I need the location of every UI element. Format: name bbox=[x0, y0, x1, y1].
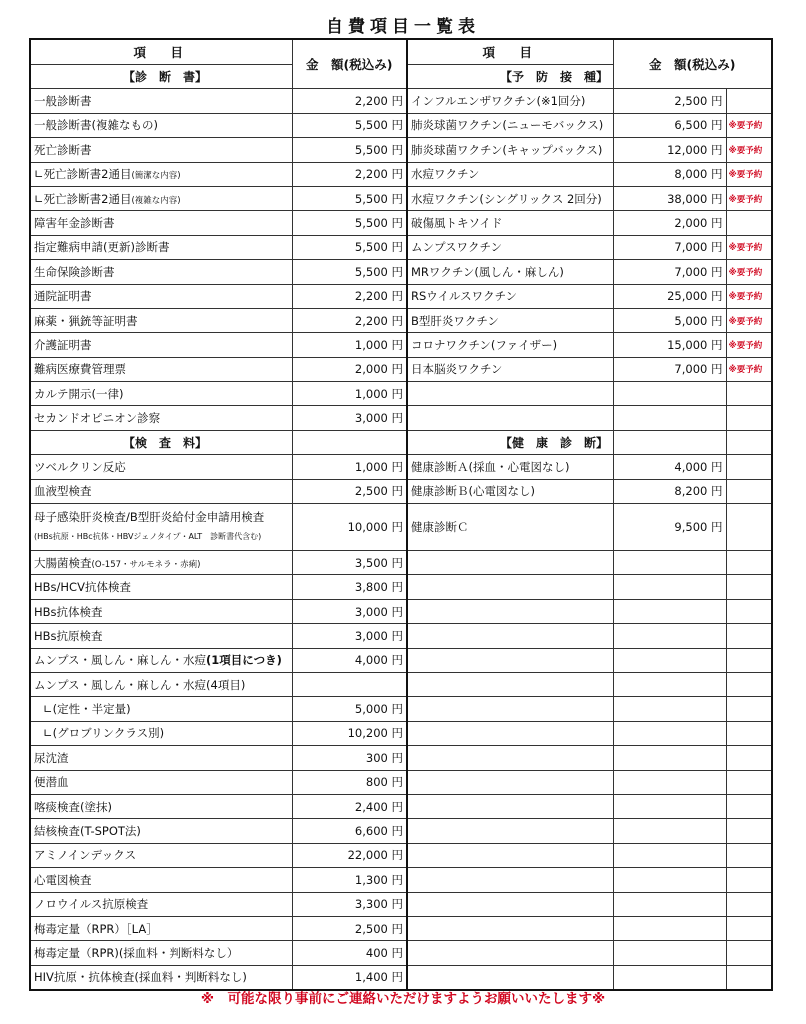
table-row bbox=[30, 916, 772, 940]
table-row bbox=[30, 235, 772, 259]
left_rows-item-label: 死亡診断書 bbox=[34, 142, 92, 157]
checkup_rows-item bbox=[407, 916, 613, 940]
section-checkup: 【健 康 診 断】 bbox=[407, 430, 613, 454]
tests_rows-amount: 2,500 円 bbox=[292, 916, 407, 940]
checkup_rows-amount bbox=[613, 916, 726, 940]
tests_rows-amount: 5,000 円 bbox=[292, 697, 407, 721]
left_rows-item-label: 指定難病申請(更新)診断書 bbox=[34, 240, 170, 255]
table-row bbox=[30, 770, 772, 794]
tests_rows-item-label: 喀痰検査(塗抹) bbox=[34, 799, 112, 814]
checkup_rows-amount bbox=[613, 868, 726, 892]
header-amount-left: 金 額(税込み) bbox=[292, 39, 407, 89]
tests_rows-item bbox=[30, 648, 292, 672]
left_rows-item-label: ∟死亡診断書2通目 bbox=[34, 167, 132, 182]
checkup_rows-amount: 9,500 円 bbox=[613, 504, 726, 551]
checkup_rows-amount bbox=[613, 941, 726, 965]
tests_rows-amount: 800 円 bbox=[292, 770, 407, 794]
checkup_rows-amount bbox=[613, 672, 726, 696]
header-amount-right: 金 額(税込み) bbox=[613, 39, 772, 89]
left_rows-item bbox=[30, 333, 292, 357]
table-row bbox=[30, 648, 772, 672]
tests_rows-amount: 400 円 bbox=[292, 941, 407, 965]
right_rows-note bbox=[726, 211, 772, 235]
table-row bbox=[30, 89, 772, 113]
section-spacer bbox=[613, 430, 726, 454]
table-row bbox=[30, 746, 772, 770]
right_rows-note: ※要予約 bbox=[726, 260, 772, 284]
checkup_rows-item bbox=[407, 721, 613, 745]
table-row bbox=[30, 697, 772, 721]
tests_rows-item bbox=[30, 770, 292, 794]
tests_rows-item bbox=[30, 455, 292, 479]
checkup_rows-note bbox=[726, 868, 772, 892]
table-row bbox=[30, 138, 772, 162]
left_rows-item-label: カルテ開示(一律) bbox=[34, 386, 124, 401]
right_rows-note: ※要予約 bbox=[726, 138, 772, 162]
table-row bbox=[30, 382, 772, 406]
checkup_rows-item bbox=[407, 892, 613, 916]
tests_rows-amount: 1,400 円 bbox=[292, 965, 407, 990]
left_rows-amount: 1,000 円 bbox=[292, 382, 407, 406]
left_rows-item bbox=[30, 211, 292, 235]
tests_rows-item bbox=[30, 672, 292, 696]
right_rows-amount bbox=[613, 382, 726, 406]
right_rows-item: 肺炎球菌ワクチン(キャップバックス) bbox=[407, 138, 613, 162]
table-row bbox=[30, 868, 772, 892]
tests_rows-amount: 10,000 円 bbox=[292, 504, 407, 551]
table-row bbox=[30, 479, 772, 503]
checkup_rows-note bbox=[726, 721, 772, 745]
right_rows-amount: 15,000 円 bbox=[613, 333, 726, 357]
table-row bbox=[30, 672, 772, 696]
section-tests: 【検 査 料】 bbox=[30, 430, 292, 454]
left_rows-item bbox=[30, 284, 292, 308]
right_rows-amount: 8,000 円 bbox=[613, 162, 726, 186]
checkup_rows-amount: 8,200 円 bbox=[613, 479, 726, 503]
left_rows-item bbox=[30, 357, 292, 381]
right_rows-note: ※要予約 bbox=[726, 308, 772, 332]
checkup_rows-note bbox=[726, 575, 772, 599]
table-row bbox=[30, 794, 772, 818]
checkup_rows-note bbox=[726, 916, 772, 940]
left_rows-item bbox=[30, 235, 292, 259]
section-spacer bbox=[292, 430, 407, 454]
left_rows-amount: 2,200 円 bbox=[292, 89, 407, 113]
tests_rows-amount: 3,000 円 bbox=[292, 624, 407, 648]
table-row bbox=[30, 186, 772, 210]
left_rows-item-label: 障害年金診断書 bbox=[34, 216, 115, 231]
checkup_rows-amount bbox=[613, 624, 726, 648]
right_rows-item: RSウイルスワクチン bbox=[407, 284, 613, 308]
checkup_rows-note bbox=[726, 941, 772, 965]
table-row bbox=[30, 575, 772, 599]
left_rows-item bbox=[30, 113, 292, 137]
right_rows-item: インフルエンザワクチン(※1回分) bbox=[407, 89, 613, 113]
right_rows-item: 日本脳炎ワクチン bbox=[407, 357, 613, 381]
right_rows-item: 破傷風トキソイド bbox=[407, 211, 613, 235]
left_rows-amount: 5,500 円 bbox=[292, 260, 407, 284]
checkup_rows-item bbox=[407, 843, 613, 867]
table-row bbox=[30, 455, 772, 479]
checkup_rows-amount bbox=[613, 551, 726, 575]
table-row bbox=[30, 504, 772, 551]
tests_rows-item bbox=[30, 746, 292, 770]
checkup_rows-item bbox=[407, 868, 613, 892]
left_rows-item-label: 一般診断書(複雑なもの) bbox=[34, 118, 158, 133]
tests_rows-amount bbox=[292, 672, 407, 696]
tests_rows-item-label: 便潜血 bbox=[34, 775, 69, 790]
tests_rows-item-label: 梅毒定量（RPR）［LA］ bbox=[34, 921, 158, 936]
table-row bbox=[30, 599, 772, 623]
tests_rows-item bbox=[30, 819, 292, 843]
left_rows-item-label: 難病医療費管理票 bbox=[34, 362, 126, 377]
left_rows-item-label: セカンドオピニオン診察 bbox=[34, 411, 161, 426]
checkup_rows-item bbox=[407, 599, 613, 623]
tests_rows-item-label: アミノインデックス bbox=[34, 848, 137, 863]
checkup_rows-item bbox=[407, 770, 613, 794]
tests_rows-amount: 1,300 円 bbox=[292, 868, 407, 892]
left_rows-amount: 2,200 円 bbox=[292, 308, 407, 332]
right_rows-item: ムンプスワクチン bbox=[407, 235, 613, 259]
tests_rows-item-label: 血液型検査 bbox=[34, 484, 92, 499]
checkup_rows-note bbox=[726, 746, 772, 770]
left_rows-amount: 5,500 円 bbox=[292, 186, 407, 210]
checkup_rows-item bbox=[407, 819, 613, 843]
right_rows-item: 水痘ワクチン(シングリックス 2回分) bbox=[407, 186, 613, 210]
left_rows-amount: 1,000 円 bbox=[292, 333, 407, 357]
checkup_rows-note bbox=[726, 794, 772, 818]
tests_rows-item-label: 尿沈渣 bbox=[34, 750, 69, 765]
checkup_rows-amount bbox=[613, 575, 726, 599]
left_rows-item bbox=[30, 186, 292, 210]
checkup_rows-amount bbox=[613, 648, 726, 672]
left_rows-item-label: 麻薬・猟銃等証明書 bbox=[34, 313, 138, 328]
right_rows-amount: 7,000 円 bbox=[613, 260, 726, 284]
tests_rows-item-label: ツベルクリン反応 bbox=[34, 459, 126, 474]
checkup_rows-note bbox=[726, 551, 772, 575]
tests_rows-amount: 22,000 円 bbox=[292, 843, 407, 867]
tests_rows-item bbox=[30, 575, 292, 599]
section-vaccination: 【予 防 接 種】 bbox=[407, 65, 613, 89]
checkup_rows-note bbox=[726, 624, 772, 648]
header-item-left: 項 目 bbox=[30, 39, 292, 65]
tests_rows-item bbox=[30, 941, 292, 965]
checkup_rows-item: 健康診断Ａ(採血・心電図なし) bbox=[407, 455, 613, 479]
checkup_rows-amount bbox=[613, 819, 726, 843]
tests_rows-amount: 10,200 円 bbox=[292, 721, 407, 745]
tests_rows-item bbox=[30, 479, 292, 503]
right_rows-item: 肺炎球菌ワクチン(ニューモバックス) bbox=[407, 113, 613, 137]
left_rows-amount: 2,200 円 bbox=[292, 162, 407, 186]
right_rows-amount: 2,500 円 bbox=[613, 89, 726, 113]
tests_rows-amount: 3,500 円 bbox=[292, 551, 407, 575]
checkup_rows-amount bbox=[613, 599, 726, 623]
left_rows-item-label: ∟死亡診断書2通目 bbox=[34, 191, 132, 206]
left_rows-amount: 5,500 円 bbox=[292, 138, 407, 162]
checkup_rows-note bbox=[726, 892, 772, 916]
checkup_rows-note bbox=[726, 455, 772, 479]
table-row bbox=[30, 721, 772, 745]
checkup_rows-amount bbox=[613, 794, 726, 818]
checkup_rows-note bbox=[726, 819, 772, 843]
left_rows-item bbox=[30, 260, 292, 284]
left_rows-item bbox=[30, 406, 292, 430]
left_rows-item-label: 介護証明書 bbox=[34, 337, 92, 352]
tests_rows-item bbox=[30, 794, 292, 818]
tests_rows-item-label: ∟(定性・半定量) bbox=[43, 702, 131, 717]
left_rows-item-note: (複雑な内容) bbox=[131, 195, 181, 206]
tests_rows-item-bold: (1項目につき) bbox=[206, 653, 282, 668]
tests_rows-item-label: ムンプス・風しん・麻しん・水痘 bbox=[34, 653, 207, 668]
right_rows-note: ※要予約 bbox=[726, 186, 772, 210]
right_rows-amount bbox=[613, 406, 726, 430]
checkup_rows-note bbox=[726, 843, 772, 867]
left_rows-item bbox=[30, 89, 292, 113]
right_rows-note bbox=[726, 406, 772, 430]
left_rows-amount: 5,500 円 bbox=[292, 113, 407, 137]
checkup_rows-note bbox=[726, 648, 772, 672]
right_rows-note: ※要予約 bbox=[726, 113, 772, 137]
left_rows-item-note: (簡潔な内容) bbox=[131, 171, 181, 182]
right_rows-item bbox=[407, 406, 613, 430]
table-row bbox=[30, 819, 772, 843]
table-row bbox=[30, 624, 772, 648]
table-row bbox=[30, 284, 772, 308]
tests_rows-item-label: HBs抗体検査 bbox=[34, 604, 103, 619]
right_rows-item bbox=[407, 382, 613, 406]
tests_rows-amount: 1,000 円 bbox=[292, 455, 407, 479]
checkup_rows-item bbox=[407, 551, 613, 575]
header-row bbox=[30, 39, 772, 65]
left_rows-amount: 2,200 円 bbox=[292, 284, 407, 308]
left_rows-item bbox=[30, 162, 292, 186]
table-row bbox=[30, 892, 772, 916]
table-row bbox=[30, 941, 772, 965]
tests_rows-item bbox=[30, 843, 292, 867]
checkup_rows-amount bbox=[613, 746, 726, 770]
right_rows-amount: 2,000 円 bbox=[613, 211, 726, 235]
right_rows-note: ※要予約 bbox=[726, 357, 772, 381]
tests_rows-item bbox=[30, 624, 292, 648]
right_rows-item: MRワクチン(風しん・麻しん) bbox=[407, 260, 613, 284]
checkup_rows-item bbox=[407, 648, 613, 672]
page-title: 自費項目一覧表 bbox=[326, 17, 480, 37]
tests_rows-amount: 2,500 円 bbox=[292, 479, 407, 503]
section-spacer bbox=[726, 430, 772, 454]
tests_rows-amount: 2,400 円 bbox=[292, 794, 407, 818]
right_rows-note: ※要予約 bbox=[726, 333, 772, 357]
tests_rows-item-line2: (HBs抗原・HBc抗体・HBVジェノタイプ・ALT 診断書代含む) bbox=[34, 532, 262, 542]
checkup_rows-note bbox=[726, 504, 772, 551]
right_rows-amount: 7,000 円 bbox=[613, 357, 726, 381]
checkup_rows-item: 健康診断Ｂ(心電図なし) bbox=[407, 479, 613, 503]
tests_rows-amount: 4,000 円 bbox=[292, 648, 407, 672]
right_rows-item: B型肝炎ワクチン bbox=[407, 308, 613, 332]
right_rows-item: コロナワクチン(ファイザー) bbox=[407, 333, 613, 357]
tests_rows-item bbox=[30, 504, 292, 551]
right_rows-note bbox=[726, 382, 772, 406]
tests_rows-item-label: 心電図検査 bbox=[34, 872, 92, 887]
checkup_rows-item bbox=[407, 624, 613, 648]
header-item-right: 項 目 bbox=[407, 39, 613, 65]
tests_rows-item-label: HBs抗原検査 bbox=[34, 628, 103, 643]
table-row bbox=[30, 260, 772, 284]
right_rows-note: ※要予約 bbox=[726, 284, 772, 308]
checkup_rows-item bbox=[407, 746, 613, 770]
left_rows-item bbox=[30, 138, 292, 162]
tests_rows-item-label: ∟(グロブリンクラス別) bbox=[43, 726, 165, 741]
tests_rows-item bbox=[30, 599, 292, 623]
tests_rows-item-label: ノロウイルス抗原検査 bbox=[34, 897, 149, 912]
checkup_rows-item bbox=[407, 697, 613, 721]
table-row bbox=[30, 113, 772, 137]
checkup_rows-item bbox=[407, 672, 613, 696]
right_rows-note bbox=[726, 89, 772, 113]
right_rows-amount: 25,000 円 bbox=[613, 284, 726, 308]
right_rows-amount: 7,000 円 bbox=[613, 235, 726, 259]
tests_rows-item bbox=[30, 916, 292, 940]
tests_rows-item-note: (O-157・サルモネラ・赤痢) bbox=[91, 559, 201, 570]
tests_rows-amount: 3,800 円 bbox=[292, 575, 407, 599]
tests_rows-amount: 300 円 bbox=[292, 746, 407, 770]
left_rows-amount: 5,500 円 bbox=[292, 235, 407, 259]
right_rows-amount: 12,000 円 bbox=[613, 138, 726, 162]
footer-note: ※ 可能な限り事前にご連絡いただけますようお願いいたします※ bbox=[200, 991, 606, 1007]
tests_rows-item-label: 母子感染肝炎検査/B型肝炎給付金申請用検査 bbox=[34, 510, 265, 525]
table-row bbox=[30, 333, 772, 357]
table-row bbox=[30, 551, 772, 575]
left_rows-item bbox=[30, 382, 292, 406]
table-row bbox=[30, 406, 772, 430]
checkup_rows-item bbox=[407, 941, 613, 965]
tests_rows-item-label: HIV抗原・抗体検査(採血料・判断料なし) bbox=[34, 970, 247, 985]
table-row bbox=[30, 308, 772, 332]
checkup_rows-note bbox=[726, 599, 772, 623]
checkup_rows-item bbox=[407, 794, 613, 818]
fee-table bbox=[29, 38, 773, 991]
checkup_rows-note bbox=[726, 697, 772, 721]
table-row bbox=[30, 162, 772, 186]
checkup_rows-amount: 4,000 円 bbox=[613, 455, 726, 479]
checkup_rows-note bbox=[726, 770, 772, 794]
checkup_rows-amount bbox=[613, 697, 726, 721]
checkup_rows-note bbox=[726, 672, 772, 696]
tests_rows-item bbox=[30, 551, 292, 575]
checkup_rows-item bbox=[407, 575, 613, 599]
right_rows-note: ※要予約 bbox=[726, 162, 772, 186]
tests_rows-amount: 3,300 円 bbox=[292, 892, 407, 916]
section-diagnosis: 【診 断 書】 bbox=[30, 65, 292, 89]
checkup_rows-amount bbox=[613, 892, 726, 916]
tests_rows-item bbox=[30, 697, 292, 721]
checkup_rows-item: 健康診断Ｃ bbox=[407, 504, 613, 551]
left_rows-item-label: 一般診断書 bbox=[34, 94, 92, 109]
table-row bbox=[30, 211, 772, 235]
checkup_rows-note bbox=[726, 479, 772, 503]
right_rows-note: ※要予約 bbox=[726, 235, 772, 259]
left_rows-item-label: 生命保険診断書 bbox=[34, 264, 115, 279]
tests_rows-amount: 3,000 円 bbox=[292, 599, 407, 623]
tests_rows-item-label: 大腸菌検査 bbox=[34, 555, 92, 570]
tests_rows-item-label: ムンプス・風しん・麻しん・水痘(4項目) bbox=[34, 677, 246, 692]
tests_rows-item-label: 結核検査(T-SPOT法) bbox=[34, 824, 141, 839]
tests_rows-item-label: 梅毒定量（RPR)(採血料・判断料なし） bbox=[34, 945, 239, 960]
right_rows-amount: 6,500 円 bbox=[613, 113, 726, 137]
tests_rows-amount: 6,600 円 bbox=[292, 819, 407, 843]
table-row bbox=[30, 843, 772, 867]
left_rows-amount: 3,000 円 bbox=[292, 406, 407, 430]
checkup_rows-amount bbox=[613, 770, 726, 794]
tests_rows-item bbox=[30, 721, 292, 745]
table-row bbox=[30, 357, 772, 381]
checkup_rows-amount bbox=[613, 721, 726, 745]
right_rows-item: 水痘ワクチン bbox=[407, 162, 613, 186]
tests_rows-item bbox=[30, 892, 292, 916]
tests_rows-item-label: HBs/HCV抗体検査 bbox=[34, 580, 131, 595]
left_rows-amount: 5,500 円 bbox=[292, 211, 407, 235]
left_rows-item bbox=[30, 308, 292, 332]
section-row bbox=[30, 430, 772, 454]
tests_rows-item bbox=[30, 868, 292, 892]
right_rows-amount: 5,000 円 bbox=[613, 308, 726, 332]
left_rows-item-label: 通院証明書 bbox=[34, 289, 92, 304]
checkup_rows-amount bbox=[613, 843, 726, 867]
right_rows-amount: 38,000 円 bbox=[613, 186, 726, 210]
left_rows-amount: 2,000 円 bbox=[292, 357, 407, 381]
